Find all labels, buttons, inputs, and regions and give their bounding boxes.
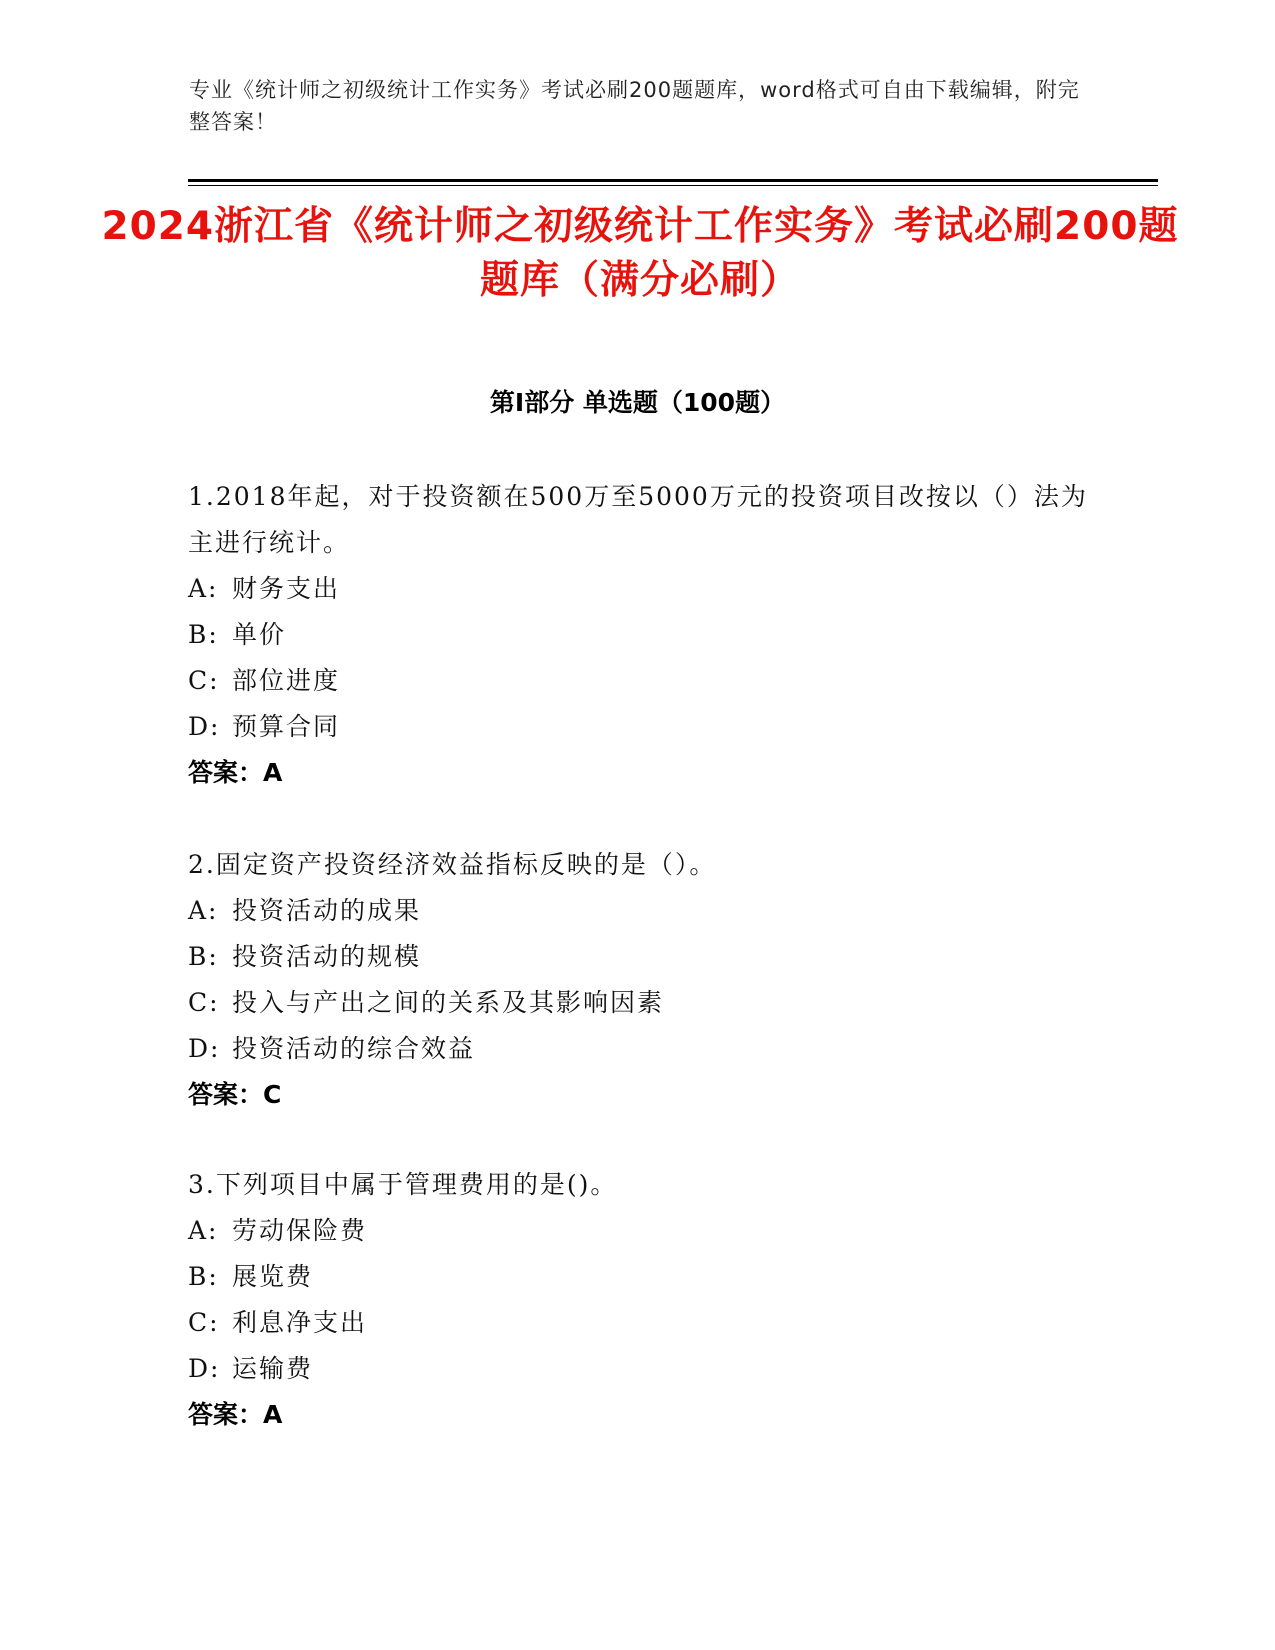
question-2 (188, 842, 1088, 1118)
question-stem: 2.固定资产投资经济效益指标反映的是（）。 (188, 850, 717, 879)
question-stem: 3.下列项目中属于管理费用的是()。 (188, 1170, 618, 1199)
option-text: 劳动保险费 (232, 1216, 368, 1245)
option-text: 投资活动的规模 (232, 942, 422, 971)
option-letter: A: (188, 574, 219, 603)
option-text: 展览费 (232, 1262, 314, 1291)
option-letter: B: (188, 942, 219, 971)
option-letter: C: (188, 1308, 220, 1337)
option-letter: D: (188, 1354, 221, 1383)
option-letter: D: (188, 1034, 221, 1063)
option-letter: D: (188, 712, 221, 741)
question-stem: 1.2018年起，对于投资额在500万至5000万元的投资项目改按以（）法为主进行统计。 (188, 482, 1088, 557)
option-a (188, 888, 1088, 934)
section-heading: 第I部分 单选题（100题） (489, 388, 786, 417)
option-text: 预算合同 (232, 712, 341, 741)
question-3 (188, 1162, 1088, 1438)
option-b (188, 1254, 1088, 1300)
option-c (188, 980, 1088, 1026)
document-title: 2024浙江省《统计师之初级统计工作实务》考试必刷200题题库（满分必刷） (101, 204, 1179, 303)
option-letter: B: (188, 1262, 219, 1291)
header-divider-thin (188, 185, 1158, 186)
header-divider-thick (188, 179, 1158, 182)
header-note: 专业《统计师之初级统计工作实务》考试必刷200题题库，word格式可自由下载编辑，附完整答案！ (189, 78, 1080, 134)
option-b (188, 612, 1088, 658)
option-c (188, 658, 1088, 704)
option-d (188, 704, 1088, 750)
option-a (188, 566, 1088, 612)
option-d (188, 1346, 1088, 1392)
option-b (188, 934, 1088, 980)
option-text: 部位进度 (232, 666, 341, 695)
option-text: 单价 (232, 620, 287, 649)
option-text: 利息净支出 (232, 1308, 368, 1337)
answer: 答案：A (188, 758, 283, 787)
option-letter: C: (188, 988, 220, 1017)
option-c (188, 1300, 1088, 1346)
answer: 答案：A (188, 1400, 283, 1429)
option-a (188, 1208, 1088, 1254)
option-letter: A: (188, 896, 219, 925)
option-text: 投入与产出之间的关系及其影响因素 (232, 988, 665, 1017)
option-d (188, 1026, 1088, 1072)
answer: 答案：C (188, 1080, 282, 1109)
question-1 (188, 474, 1088, 796)
option-text: 运输费 (232, 1354, 314, 1383)
option-letter: A: (188, 1216, 219, 1245)
option-text: 投资活动的综合效益 (232, 1034, 476, 1063)
option-letter: B: (188, 620, 219, 649)
option-text: 财务支出 (232, 574, 341, 603)
option-text: 投资活动的成果 (232, 896, 422, 925)
option-letter: C: (188, 666, 220, 695)
